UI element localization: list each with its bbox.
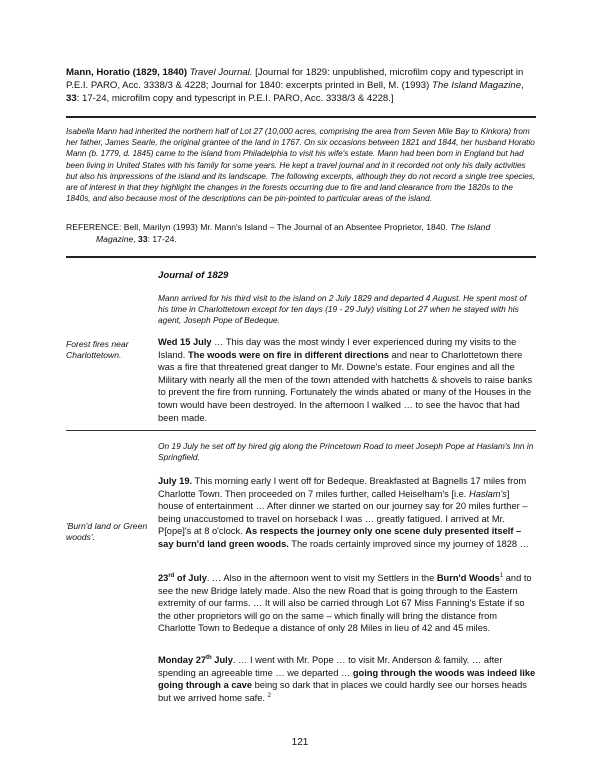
journal-volume: 33 — [66, 93, 77, 104]
entry-text: and near to Charlottetown there was a fire that threatened great danger to Mr. Downe's estate. Four engines and all the Military with nearly all the men of the town attended with hatchetts & shovels to raise banks to prevent the fire from running. Fortunately the winds abated or many of the Houses in the town would have been destroyed. In the afternoon I walked … to see the havoc that had been made. — [158, 349, 533, 423]
entry-date: Wed 15 July — [158, 337, 212, 347]
entry-text: ] house of entertainment … After dinner we started on our journey say for 20 miles further – being unaccustomed to travel on horseback I was … greatly fatigued. I arrived at Mr. P[ope]'s at 8 o'clock. — [158, 488, 528, 537]
reference-continuation — [66, 234, 536, 246]
entry-day: Monday 27 — [158, 655, 207, 665]
header-description: [Journal for 1829: unpublished, microfilm copy and typescript in P.E.I. PARO, Acc. 3338/3 & 4228; Journal for 1840: excerpts printed in Bell, M. (1993) — [66, 67, 524, 91]
reference-comma: , — [133, 233, 139, 244]
entry-emphasis: Burn'd Woods — [436, 573, 500, 583]
reference-citation — [66, 222, 536, 245]
bibliographic-header — [66, 66, 536, 105]
entry-text: and to see the new Bridge lately made. Also the new Road that is going through to the Eastern extremity of our farms. … It will also be carried through Lot 67 Miss Fanning's Estate if so the other proprietors will go on the same – which finally will bring the distance from Charlotte Town to Bedeque a distance of only 28 Miles in lieu of 42 and 45 miles. — [158, 573, 532, 634]
entry-day: 23 — [158, 573, 169, 583]
work-title: Travel Journal. — [189, 67, 253, 78]
footnote-marker: 2 — [267, 692, 271, 699]
entry-italic: Haslam's — [468, 488, 507, 499]
reference-pages: : 17-24. — [147, 233, 177, 244]
reference-journal-2: Magazine — [96, 233, 134, 244]
entry-date — [158, 573, 207, 583]
reference-journal: The Island — [450, 222, 491, 232]
entry-ordinal: th — [206, 654, 212, 661]
author-name: Mann, Horatio (1829, 1840) — [66, 67, 188, 78]
margin-note-forest-fires: Forest fires near Charlottetown. — [66, 339, 129, 361]
header-comma: , — [521, 80, 524, 91]
entry-month: July — [211, 655, 233, 665]
entry-date: July 19. — [158, 476, 193, 486]
entry-emphasis: As respects the journey only one scene duly presented itself – say burn'd land green woods. — [158, 526, 522, 549]
entry-divider — [66, 430, 536, 431]
editor-note-arrival: Mann arrived for his third visit to the island on 2 July 1829 and departed 4 August. He spent most of his time in Charlottetown except for ten days (19 - 29 July) visiting Lot 27 when he stayed with his agent, Joseph Pope of Bedeque. — [158, 293, 527, 326]
entry-date — [158, 655, 233, 665]
entry-month: of July — [174, 573, 207, 583]
journal-entry-july-27 — [158, 654, 536, 704]
section-title: Journal of 1829 — [158, 270, 229, 281]
page-number: 121 — [291, 737, 309, 748]
footnote-marker: 1 — [499, 572, 504, 579]
journal-name: The Island Magazine — [432, 80, 522, 91]
entry-ordinal: rd — [168, 572, 175, 579]
entry-text: The roads certainly improved since my journey of 1828 … — [288, 538, 529, 549]
journal-entry-july-23 — [158, 572, 536, 635]
reference-volume: 33 — [138, 233, 148, 244]
margin-note-burnd-land: 'Burn'd land or Green woods'. — [66, 521, 148, 543]
journal-entry-july-19 — [158, 475, 536, 551]
section-divider — [66, 256, 536, 258]
entry-text: This morning early I went off for Bedeque. Breakfasted at Bagnells 17 miles from Charlotte Town. Then proceeded on 7 miles further, called Heiselham's [i.e. — [158, 476, 527, 499]
reference-prefix: REFERENCE: Bell, Marilyn (1993) Mr. Mann's Island – The Journal of an Absentee Proprietor, 1840. — [66, 222, 451, 232]
entry-emphasis: The woods were on fire in different directions — [187, 349, 389, 360]
entry-text: … This day was the most windy I ever experienced during my visits to the Island. — [158, 337, 517, 360]
entry-text: being so dark that in places we could hardly see our horses heads but we arrived home safe. — [158, 680, 527, 703]
entry-text: . … Also in the afternoon went to visit my Settlers in the — [206, 573, 437, 583]
header-description-end: : 17-24, microfilm copy and typescript in P.E.I. PARO, Acc. 3338/3 & 4228.] — [76, 93, 394, 104]
header-divider — [66, 116, 536, 118]
entry-text: . … I went with Mr. Pope … to visit Mr. Anderson & family. … after spending an agreeable time … we departed … — [158, 655, 503, 678]
journal-entry-july-15 — [158, 336, 536, 424]
intro-paragraph: Isabella Mann had inherited the northern half of Lot 27 (10,000 acres, comprising the area from Seven Mile Bay to Kinkora) from her father, James Searle, the original grantee of the land in 1767. On six occasions between 1821 and 1844, her husband Horatio Mann (b. 1779, d. 1845) came to the island from Philadelphia to visit his wife's estate. Mann had been born in England but had been living in United States with his family for some years. He kept a travel journal and in it recorded not only his daily activities but also his impressions of the island and its landscape. The following excerpts, although they do not record a single tree species, are of interest in that they highlight the changes in the forests occurring due to fire and land clearance from the 1820s to the 1840s, and also because most of the descriptions can be pin-pointed to particular areas of the island. — [66, 127, 536, 204]
editor-note-journey: On 19 July he set off by hired gig along the Princetown Road to meet Joseph Pope at Haslam's Inn in Springfield. — [158, 441, 534, 463]
entry-emphasis: going through the woods was indeed like going through a cave — [158, 667, 536, 691]
